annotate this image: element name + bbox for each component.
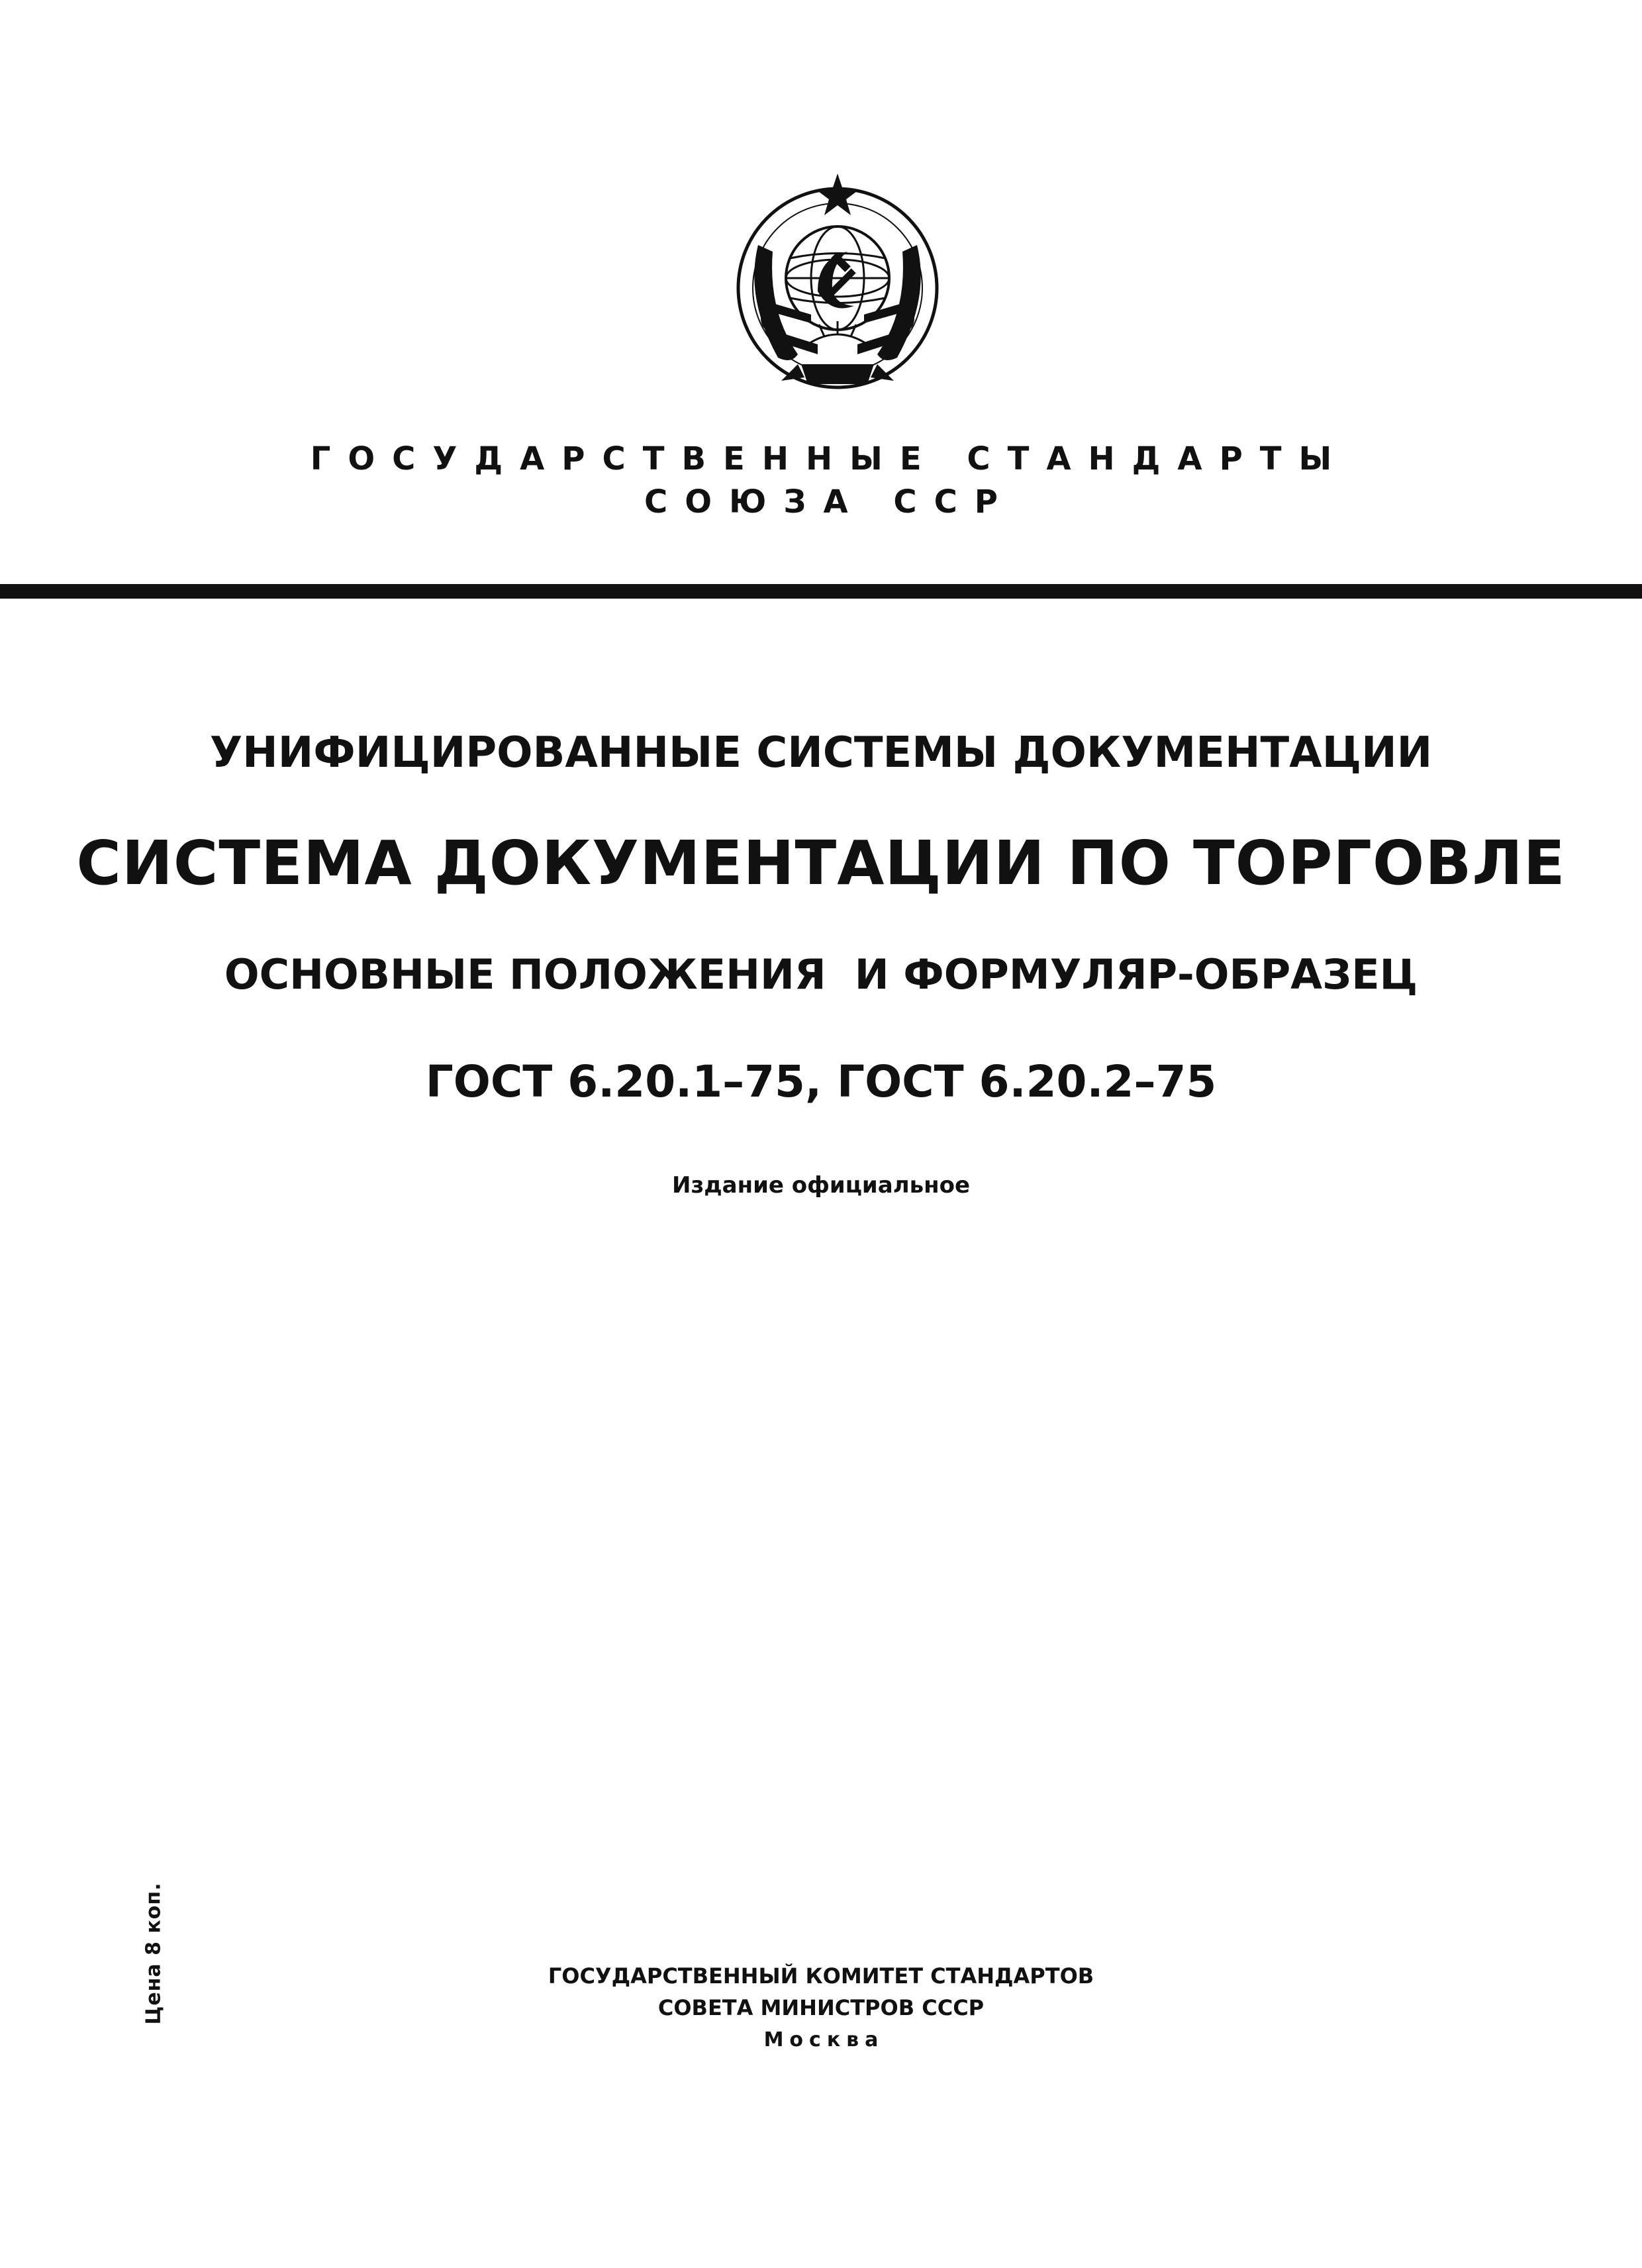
header-subtitle: СОЮЗА ССР: [644, 483, 1015, 520]
series-title: УНИФИЦИРОВАННЫЕ СИСТЕМЫ ДОКУМЕНТАЦИИ: [209, 728, 1433, 777]
gost-numbers: ГОСТ 6.20.1–75, ГОСТ 6.20.2–75: [425, 1056, 1217, 1107]
publisher-line-1: ГОСУДАРСТВЕННЫЙ КОМИТЕТ СТАНДАРТОВ: [548, 1963, 1094, 1989]
publisher-line-2: СОВЕТА МИНИСТРОВ СССР: [657, 1995, 985, 2020]
document-subtitle: ОСНОВНЫЕ ПОЛОЖЕНИЯ И ФОРМУЛЯР-ОБРАЗЕЦ: [224, 950, 1418, 999]
horizontal-rule: [0, 584, 1642, 599]
header-title: ГОСУДАРСТВЕННЫЕ СТАНДАРТЫ: [310, 440, 1349, 477]
document-title: СИСТЕМА ДОКУМЕНТАЦИИ ПО ТОРГОВЛЕ: [76, 828, 1566, 899]
publisher-city: Москва: [763, 2028, 885, 2051]
edition-note: Издание официальное: [671, 1172, 971, 1199]
price-label: Цена 8 коп.: [142, 1882, 166, 2025]
ussr-state-emblem-icon: [718, 166, 957, 404]
